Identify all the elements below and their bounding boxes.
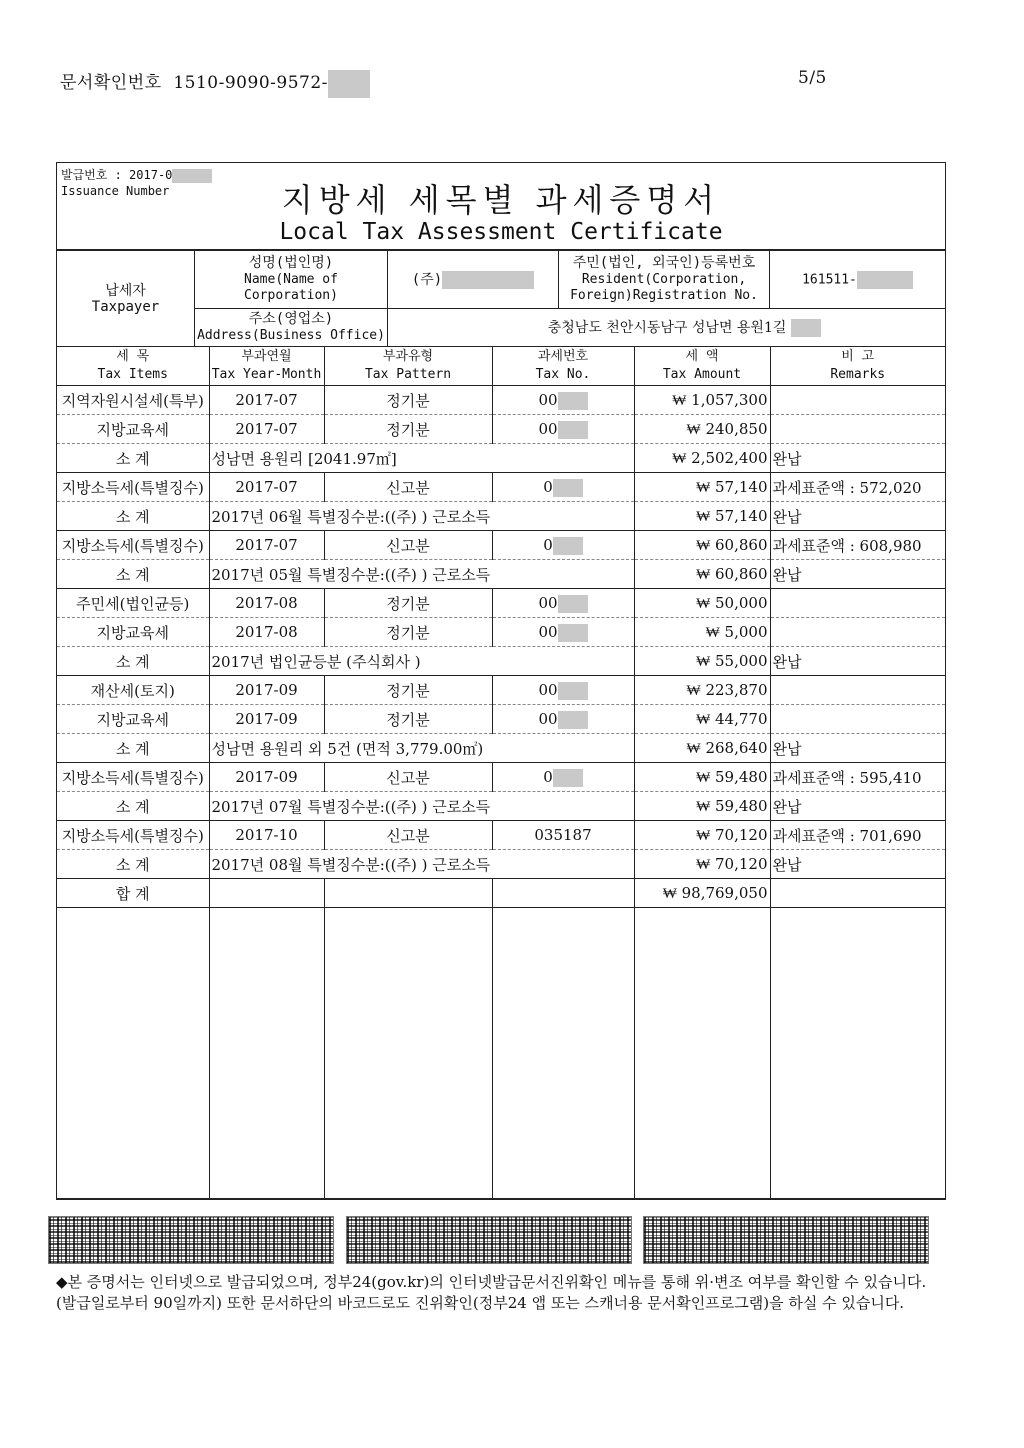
empty-cell [209,908,324,1199]
tax-amount-cell: ₩ 57,140 [634,502,770,531]
reg-label-ko: 주민(법인, 외국인)등록번호 [572,255,756,271]
table-row [57,821,945,850]
title-english: Local Tax Assessment Certificate [279,219,723,245]
tax-amount-cell: ₩ 70,120 [634,821,770,850]
empty-cell [770,879,945,908]
subtotal-desc-cell: 성남면 용원리 [2041.97㎡] [209,444,634,473]
redacted-block [553,537,583,555]
tax-pattern-cell: 신고분 [324,473,492,502]
tax-item-cell: 지방교육세 [57,415,209,444]
tax-pattern-cell: 신고분 [324,821,492,850]
issuance-label: 발급번호 : 2017-0 [61,168,173,182]
tax-amount-cell: ₩ 240,850 [634,415,770,444]
year-month-cell: 2017-07 [209,386,324,415]
col-header-ko: 과세번호 [537,349,589,364]
tax-no-cell [492,618,634,647]
tax-pattern-cell: 정기분 [324,705,492,734]
tax-no-value: 0 [543,477,553,496]
redacted-block [558,421,588,439]
tax-item-cell: 지역자원시설세(특부) [57,386,209,415]
tax-amount-cell: ₩ 5,000 [634,618,770,647]
tax-no-cell [492,821,634,850]
remarks-cell: 완납 [770,850,945,879]
reg-label-en-1: Resident(Corporation, [581,272,747,287]
tax-amount-cell: ₩ 268,640 [634,734,770,763]
subtotal-row [57,502,945,531]
name-label-en-2: Corporation) [244,288,338,303]
col-header [770,347,945,386]
tax-table-header [57,347,945,386]
subtotal-label-cell: 소 계 [57,444,209,473]
address-label-ko: 주소(영업소) [248,311,334,327]
empty-cell [492,879,634,908]
tax-no-cell [492,386,634,415]
subtotal-desc-cell: 2017년 06월 특별징수분:((주) ) 근로소득 [209,502,634,531]
reg-label-en-2: Foreign)Registration No. [570,288,758,303]
tax-item-cell: 지방소득세(특별징수) [57,821,209,850]
certificate [56,162,946,1200]
taxpayer-label [57,251,195,347]
subtotal-desc-cell: 2017년 07월 특별징수분:((주) ) 근로소득 [209,792,634,821]
tax-amount-cell: ₩ 70,120 [634,850,770,879]
blank-row [57,908,945,1199]
tax-pattern-cell: 정기분 [324,589,492,618]
col-header [324,347,492,386]
tax-amount-cell: ₩ 60,860 [634,560,770,589]
tax-no-value: 00 [538,622,558,641]
subtotal-row [57,734,945,763]
col-header [492,347,634,386]
subtotal-label-cell: 소 계 [57,560,209,589]
remarks-cell: 완납 [770,444,945,473]
address-value-cell [388,309,946,347]
redacted-block [328,70,370,98]
taxpayer-table [57,250,945,347]
barcode [643,1216,929,1264]
tax-no-value: 035187 [534,826,592,844]
tax-no-cell [492,705,634,734]
tax-no-value: 0 [543,535,553,554]
subtotal-row [57,792,945,821]
col-header-ko: 부과연월 [241,349,292,364]
col-header-en: Tax Amount [662,367,742,382]
reg-value-cell [770,251,946,309]
subtotal-desc-cell: 2017년 05월 특별징수분:((주) ) 근로소득 [209,560,634,589]
barcode [346,1216,632,1264]
tax-table [57,347,945,1199]
tax-item-cell: 재산세(토지) [57,676,209,705]
tax-amount-cell: ₩ 44,770 [634,705,770,734]
col-header-en: Tax Pattern [364,367,452,382]
redacted-block [558,624,588,642]
tax-no-cell [492,473,634,502]
tax-amount-cell: ₩ 223,870 [634,676,770,705]
remarks-cell: 완납 [770,734,945,763]
subtotal-label-cell: 소 계 [57,502,209,531]
tax-no-value: 0 [543,767,553,786]
tax-amount-cell: ₩ 55,000 [634,647,770,676]
subtotal-desc-cell: 2017년 법인균등분 (주식회사 ) [209,647,634,676]
col-header-en: Tax Items [97,367,168,382]
address-value: 충청남도 천안시동남구 성남면 용원1길 [547,319,787,336]
address-label [195,309,388,347]
tax-pattern-cell: 신고분 [324,531,492,560]
redacted-block [558,711,588,729]
subtotal-desc-cell: 2017년 08월 특별징수분:((주) ) 근로소득 [209,850,634,879]
name-value-cell [388,251,559,309]
subtotal-row [57,560,945,589]
tax-no-cell [492,763,634,792]
redacted-block [857,271,913,289]
issuance-label-en: Issuance Number [61,184,170,198]
address-label-en: Address(Business Office) [197,328,385,343]
empty-cell [324,908,492,1199]
year-month-cell: 2017-07 [209,473,324,502]
col-header-ko: 부과유형 [382,349,434,364]
tax-amount-cell: ₩ 50,000 [634,589,770,618]
name-value: (주) [411,271,443,288]
tax-pattern-cell: 신고분 [324,763,492,792]
tax-amount-cell: ₩ 57,140 [634,473,770,502]
redacted-block [558,682,588,700]
empty-cell [492,908,634,1199]
subtotal-label-cell: 소 계 [57,792,209,821]
title-area [57,163,945,250]
tax-item-cell: 지방소득세(특별징수) [57,473,209,502]
remarks-cell [770,386,945,415]
empty-cell [209,879,324,908]
tax-pattern-cell: 정기분 [324,676,492,705]
doc-confirm-label: 문서확인번호 [60,73,162,93]
redacted-block [558,595,588,613]
year-month-cell: 2017-08 [209,618,324,647]
year-month-cell: 2017-09 [209,705,324,734]
tax-amount-cell: ₩ 1,057,300 [634,386,770,415]
tax-no-value: 00 [538,593,558,612]
name-label-ko: 성명(법인명) [248,255,334,271]
col-header-en: Remarks [830,367,886,382]
tax-amount-cell: ₩ 59,480 [634,763,770,792]
tax-pattern-cell: 정기분 [324,415,492,444]
tax-table-body [57,386,945,1199]
tax-no-cell [492,676,634,705]
col-header [634,347,770,386]
table-row [57,589,945,618]
tax-item-cell: 지방소득세(특별징수) [57,531,209,560]
redacted-block [558,392,588,410]
reg-value: 161511- [802,272,857,287]
total-amount-cell: ₩ 98,769,050 [634,879,770,908]
remarks-cell: 과세표준액 : 572,020 [770,473,945,502]
tax-no-value: 00 [538,390,558,409]
tax-item-cell: 지방교육세 [57,705,209,734]
remarks-cell: 완납 [770,560,945,589]
tax-amount-cell: ₩ 59,480 [634,792,770,821]
remarks-cell: 과세표준액 : 595,410 [770,763,945,792]
year-month-cell: 2017-07 [209,415,324,444]
redacted-block [553,479,583,497]
col-header-ko: 세 목 [116,349,150,364]
redacted-block [442,271,534,289]
tax-item-cell: 주민세(법인균등) [57,589,209,618]
name-label [195,251,388,309]
table-row [57,415,945,444]
remarks-cell: 완납 [770,502,945,531]
col-header-ko: 세 액 [685,349,719,364]
tax-pattern-cell: 정기분 [324,386,492,415]
barcode [48,1216,334,1264]
remarks-cell: 과세표준액 : 608,980 [770,531,945,560]
empty-cell [770,908,945,1199]
taxpayer-label-en: Taxpayer [91,298,160,315]
subtotal-row [57,647,945,676]
doc-confirm-value: 1510-9090-9572- [173,73,328,93]
year-month-cell: 2017-10 [209,821,324,850]
total-label-cell: 합 계 [57,879,209,908]
col-header-en: Tax No. [535,367,591,382]
year-month-cell: 2017-07 [209,531,324,560]
table-row [57,676,945,705]
table-row [57,705,945,734]
col-header-en: Tax Year-Month [211,367,322,382]
remarks-cell: 완납 [770,792,945,821]
redacted-block [791,319,821,337]
remarks-cell [770,589,945,618]
table-row [57,386,945,415]
remarks-cell [770,415,945,444]
remarks-cell [770,618,945,647]
tax-amount-cell: ₩ 2,502,400 [634,444,770,473]
tax-amount-cell: ₩ 60,860 [634,531,770,560]
subtotal-row [57,850,945,879]
subtotal-label-cell: 소 계 [57,647,209,676]
col-header-ko: 비 고 [841,349,875,364]
year-month-cell: 2017-08 [209,589,324,618]
remarks-cell: 과세표준액 : 701,690 [770,821,945,850]
subtotal-label-cell: 소 계 [57,734,209,763]
remarks-cell [770,705,945,734]
total-row [57,879,945,908]
col-header [209,347,324,386]
table-row [57,531,945,560]
subtotal-label-cell: 소 계 [57,850,209,879]
doc-confirm-number [60,68,370,98]
tax-no-cell [492,531,634,560]
subtotal-row [57,444,945,473]
reg-label [559,251,770,309]
remarks-cell: 완납 [770,647,945,676]
table-row [57,473,945,502]
title-korean: 지방세 세목별 과세증명서 [281,181,721,219]
empty-cell [634,908,770,1199]
subtotal-desc-cell: 성남면 용원리 외 5건 (면적 3,779.00㎡) [209,734,634,763]
col-header [57,347,209,386]
tax-item-cell: 지방교육세 [57,618,209,647]
tax-no-cell [492,589,634,618]
tax-no-value: 00 [538,680,558,699]
table-row [57,618,945,647]
tax-no-value: 00 [538,419,558,438]
year-month-cell: 2017-09 [209,763,324,792]
tax-no-value: 00 [538,709,558,728]
redacted-block [553,769,583,787]
empty-cell [57,908,209,1199]
page-indicator: 5/5 [798,68,827,88]
empty-cell [324,879,492,908]
tax-item-cell: 지방소득세(특별징수) [57,763,209,792]
taxpayer-label-ko: 납세자 [105,282,146,299]
remarks-cell [770,676,945,705]
table-row [57,763,945,792]
tax-pattern-cell: 정기분 [324,618,492,647]
year-month-cell: 2017-09 [209,676,324,705]
name-label-en-1: Name(Name of [244,272,338,287]
footer-note: ◆본 증명서는 인터넷으로 발급되었으며, 정부24(gov.kr)의 인터넷발급문서진위확인 메뉴를 통해 위·변조 여부를 확인할 수 있습니다. (발급일로부터 90일까지) 또한 문서하단의 바코드로도 진위확인(정부24 앱 또는 스캐너용 문서확인프로그램)을 하실 수 있습니다. [56,1273,927,1312]
tax-no-cell [492,415,634,444]
